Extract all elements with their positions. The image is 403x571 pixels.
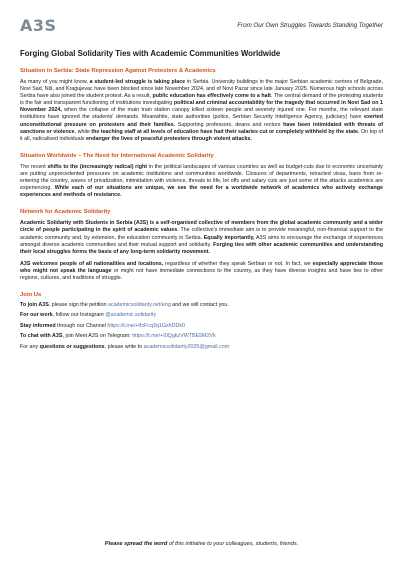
telegram-link[interactable]: https://t.me/+I0QgkzVWTBE5M2Vk — [132, 333, 216, 340]
petition-link[interactable]: academicsolidarity.net/eng — [107, 301, 171, 308]
logo: A3S — [20, 15, 57, 35]
instagram-link[interactable]: @academic.solidarity — [105, 312, 157, 319]
section-heading-join: Join Us — [20, 292, 42, 299]
section-heading-serbia: Situation in Serbia: State Repression Against Protesters & Academics — [20, 68, 216, 74]
email-link[interactable]: academicsolidarity2025@gmail.com — [143, 343, 230, 350]
join-line-petition: To join A3S, please sign the petition academicsolidarity.net/eng and we will contact you. — [20, 301, 229, 308]
join-line-telegram: To chat with A3S, join Meet A3S on Telegram: https://t.me/+I0QgkzVWTBE5M2Vk — [20, 333, 216, 340]
paragraph-network-1: Academic Solidarity with Students in Serbia (A3S) is a self-organised collective of members from the global academic community and a wider circle of people participating in the spirit of academic values. The collective's immediate aim is to provide meaningful, non-financial support to the academic community and, by extension, the education community in Serbia. Equally importantly, A3S aims to encourage the exchange of experiences amongst diverse academic communities and their mutual support and solidarity. Forging ties with other academic communities and understanding their local struggles forms the basis of any long-term solidarity movement. — [20, 220, 383, 255]
tagline: From Our Own Struggles Towards Standing Together — [237, 21, 383, 29]
header — [20, 14, 383, 36]
paragraph-worldwide: The recent shifts to the (increasingly radical) right in the political landscapes of various countries as well as budget-cuts due to economic uncertainty are putting unprecedented pressures on academic institutions and communities worldwide. Closures of departments, retracted visas, bans from re-entering the country, waves of privatization, intimidation with violence, threats to life, let offs and salary cuts are just some of the attacks academics are experiencing. While each of our situations are unique, we see the need for a worldwide network of academics who actively exchange experiences and methods of resistance. — [20, 163, 383, 199]
join-list — [20, 302, 383, 351]
document-title: Forging Global Solidarity Ties with Academic Communities Worldwide — [20, 49, 281, 58]
join-line-instagram: For our work, follow our Instagram @academic.solidarity — [20, 312, 157, 319]
join-line-channel: Stay informed through our Channel https://t.me/+tfzFcq3q1GxhDDk0 — [20, 322, 186, 329]
section-heading-network: Network for Academic Solidarity — [20, 209, 111, 216]
footer-note: Please spread the word of this initiative to your colleagues, students, friends. — [104, 541, 299, 547]
join-line-email: For any questions or suggestions, please write to academicsolidarity2025@gmail.com — [20, 343, 230, 350]
section-heading-worldwide: Situation Worldwide – The Need for International Academic Solidarity — [20, 152, 214, 159]
paragraph-network-2: A3S welcomes people of all nationalities and locations, regardless of whether they speak Serbian or not. In fact, we especially appreciate those who might not speak the language or might not have immediate connections to the country, as they have diverse insights and have ties to other regions, cultures, and traditions of struggle. — [20, 260, 383, 281]
channel-link[interactable]: https://t.me/+tfzFcq3q1GxhDDk0 — [107, 322, 186, 329]
paragraph-serbia: As many of you might know, a student-led struggle is taking place in Serbia. University buildings in the major Serbian academic centres of Belgrade, Novi Sad, Niš, and Kragujevac have been blocked since late November 2024, and of Novi Pazar since late January 2025. Numerous high schools across Serbia have also joined the student protest. As a result, public education has effectively come to a halt. The central demand of the protesting students is the fair and transparent functioning of institutions investigating political and criminal accountability for the tragedy that occurred in Novi Sad on 1 November 2024, when the collapse of the main train station canopy killed sixteen people and severely injured one. For months, the relevant state institutions have ignored the students' demands. Meanwhile, state authorities (police, Serbian Security Intelligence Agency, judiciary) have exerted unconstitutional pressure on protesters and their families. Supporting professors, deans and rectors have been intimidated with threats of sanctions or violence, while the teaching staff at all levels of education have had their salaries cut or completely withheld by the state. On top of it all, radicalised individuals endanger the lives of peaceful protesters through violent attacks. — [20, 79, 383, 142]
